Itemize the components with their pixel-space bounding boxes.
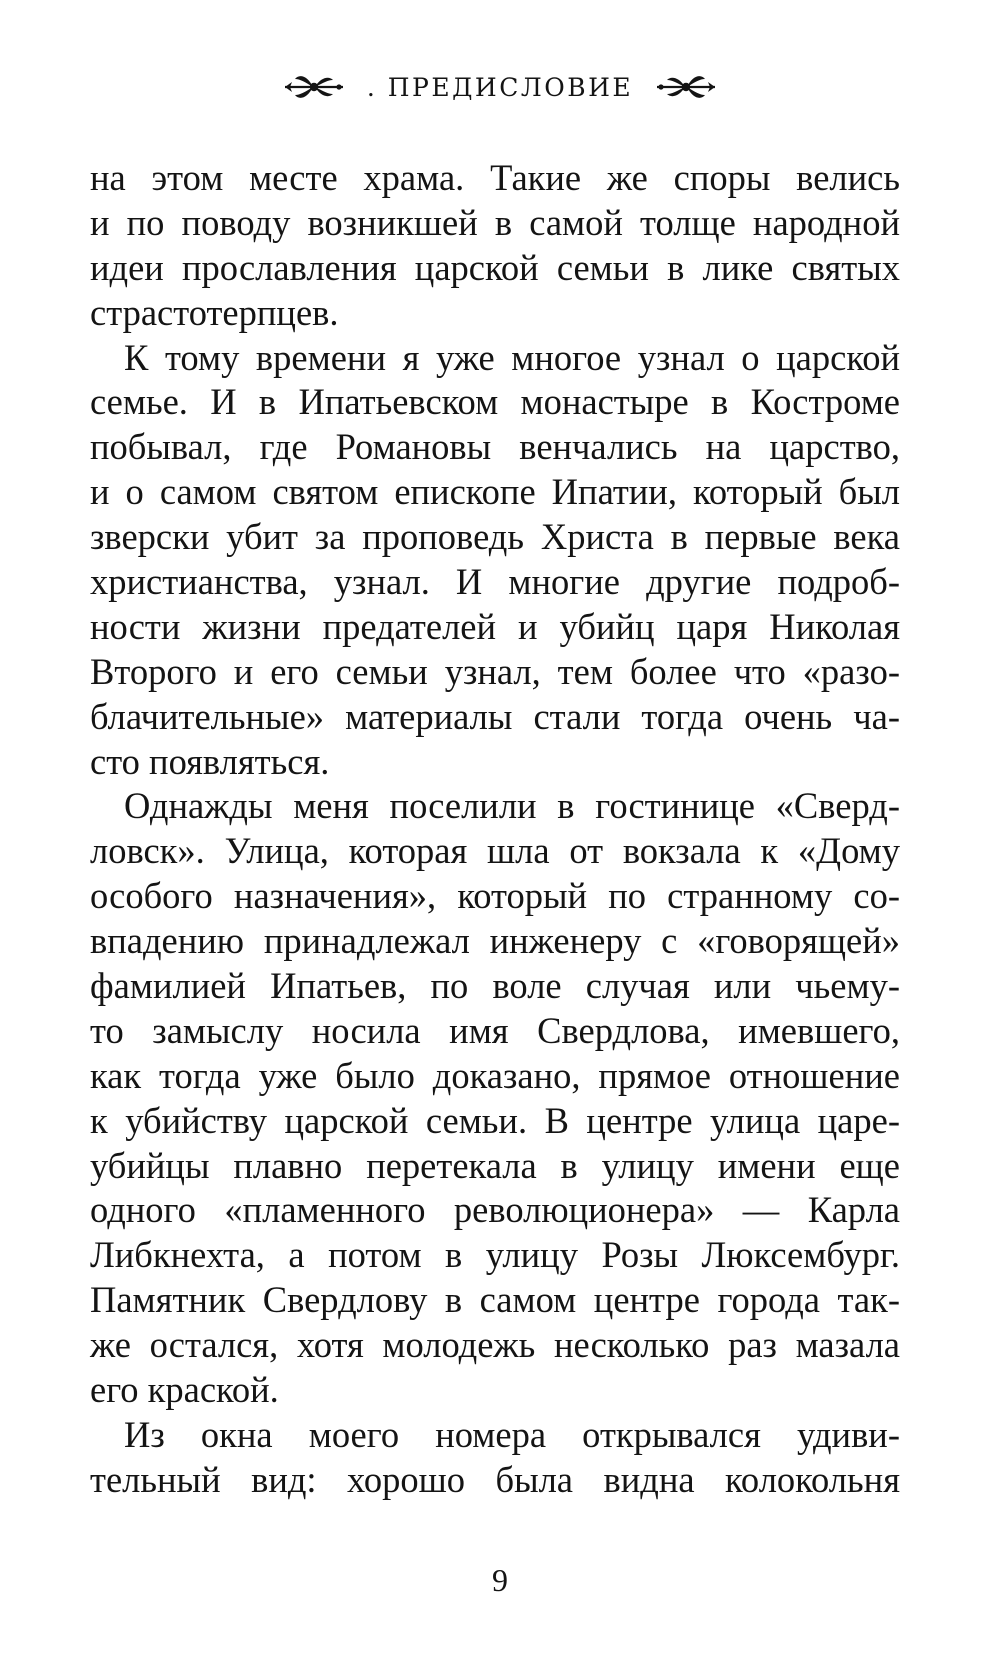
running-header bbox=[0, 62, 1000, 112]
text-line: особого назначения», который по странному со- bbox=[90, 875, 900, 917]
text-line: ности жизни предателей и убийц царя Николая bbox=[90, 605, 900, 647]
text-line: одного «пламенного революционера» — Карла bbox=[90, 1189, 900, 1231]
fleuron-right-icon bbox=[655, 70, 717, 104]
text-line: тельный вид: хорошо была видна колокольня bbox=[90, 1458, 900, 1500]
body-text bbox=[90, 156, 900, 1503]
text-line: идеи прославления царской семьи в лике святых bbox=[90, 246, 900, 288]
text-line: как тогда уже было доказано, прямое отношение bbox=[90, 1054, 900, 1096]
text-line: убийцы плавно перетекала в улицу имени еще bbox=[90, 1144, 900, 1186]
text-line: христианства, узнал. И многие другие подроб- bbox=[90, 561, 900, 603]
text-line: зверски убит за проповедь Христа в первые века bbox=[90, 516, 900, 558]
page-number: 9 bbox=[492, 1562, 508, 1598]
text-line: Памятник Свердлову в самом центре города так- bbox=[90, 1279, 900, 1321]
text-line: и о самом святом епископе Ипатии, который был bbox=[90, 471, 900, 513]
text-line: его краской. bbox=[90, 1369, 279, 1411]
text-line: на этом месте храма. Такие же споры велись bbox=[90, 157, 900, 198]
text-line: Второго и его семьи узнал, тем более что «разо- bbox=[90, 650, 900, 692]
fleuron-left-icon bbox=[283, 70, 345, 104]
text-line: фамилией Ипатьев, по воле случая или чьему- bbox=[90, 965, 900, 1007]
text-line: и по поводу возникшей в самой толще народной bbox=[90, 201, 900, 243]
text-line: то замыслу носила имя Свердлова, имевшего, bbox=[90, 1009, 900, 1051]
text-line: Либкнехта, а потом в улицу Розы Люксембург. bbox=[90, 1234, 900, 1276]
text-line: Из окна моего номера открывался удиви- bbox=[124, 1413, 900, 1455]
text-line: семье. И в Ипатьевском монастыре в Костроме bbox=[90, 381, 900, 423]
text-line: сто появляться. bbox=[90, 740, 330, 782]
text-line: страстотерпцев. bbox=[90, 291, 339, 333]
text-line: к убийству царской семьи. В центре улица царе- bbox=[90, 1099, 900, 1141]
text-line: Однажды меня поселили в гостинице «Сверд- bbox=[124, 785, 900, 827]
text-line: ловск». Улица, которая шла от вокзала к «Дому bbox=[90, 830, 900, 872]
running-title: . ПРЕДИСЛОВИЕ bbox=[366, 72, 634, 102]
text-line: побывал, где Романовы венчались на царство, bbox=[90, 426, 900, 468]
text-line: же остался, хотя молодежь несколько раз мазала bbox=[90, 1324, 900, 1366]
text-line: блачительные» материалы стали тогда очень ча- bbox=[90, 695, 900, 737]
text-line: впадению принадлежал инженеру с «говорящей» bbox=[90, 920, 900, 962]
text-line: К тому времени я уже многое узнал о царской bbox=[124, 336, 900, 378]
